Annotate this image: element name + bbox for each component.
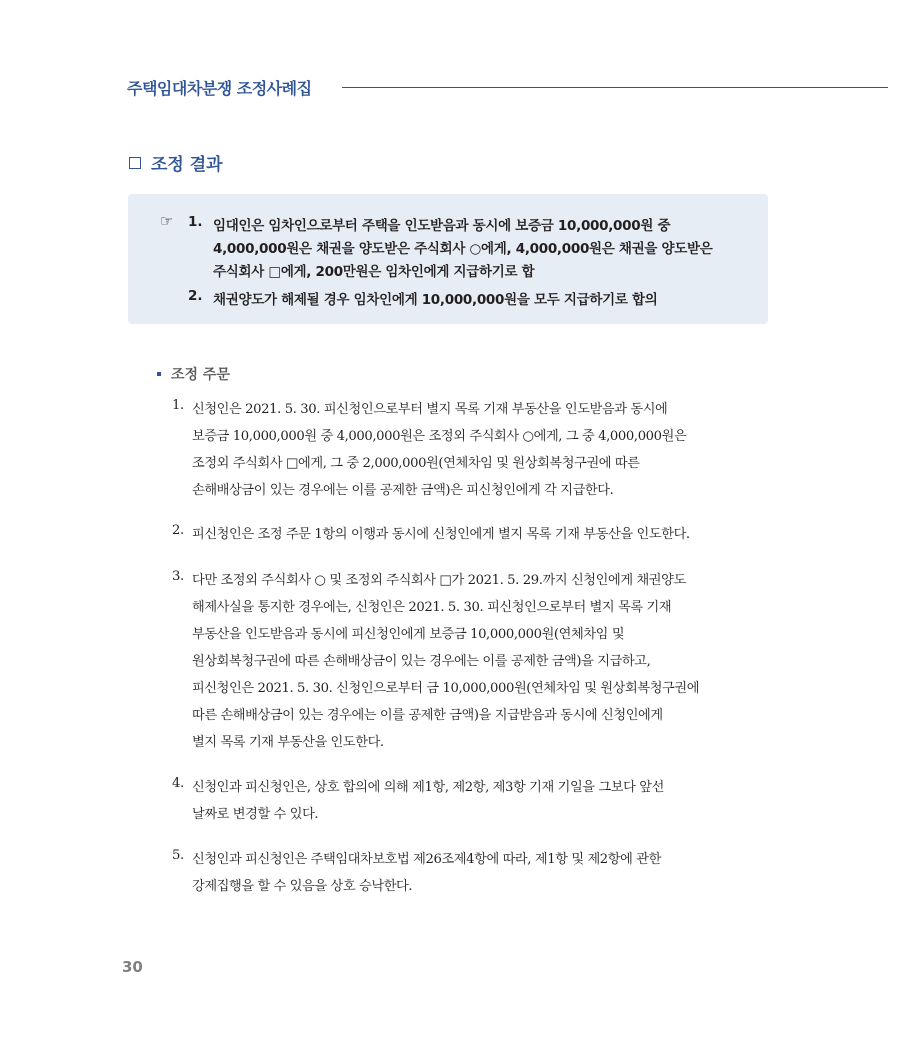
order-item-line: 신청인은 2021. 5. 30. 피신청인으로부터 별지 목록 기재 부동산을 인도받음과 동시에 (192, 402, 668, 417)
order-item-line: 다만 조정외 주식회사 ○ 및 조정외 주식회사 □가 2021. 5. 29.까지 신청인에게 채권양도 (192, 573, 686, 588)
order-item-number: 3. (172, 569, 184, 584)
order-item-line: 신청인과 피신청인은 주택임대차보호법 제26조제4항에 따라, 제1항 및 제2항에 관한 (192, 852, 661, 867)
order-item-line: 피신청인은 조정 주문 1항의 이행과 동시에 신청인에게 별지 목록 기재 부동산을 인도한다. (192, 527, 690, 542)
order-item-line: 신청인과 피신청인은, 상호 합의에 의해 제1항, 제2항, 제3항 기재 기일을 그보다 앞선 (192, 780, 664, 795)
result-item-number: 1. (188, 214, 203, 230)
result-item-number: 2. (188, 288, 203, 304)
order-item-line: 피신청인은 2021. 5. 30. 신청인으로부터 금 10,000,000원(연체차임 및 원상회복청구권에 (192, 681, 700, 696)
order-item-number: 4. (172, 776, 184, 791)
order-item-number: 5. (172, 848, 184, 863)
order-item-line: 조정외 주식회사 □에게, 그 중 2,000,000원(연체차임 및 원상회복청구권에 따른 (192, 456, 640, 471)
section-title (129, 150, 223, 175)
header-title: 주택임대차분쟁 조정사례집 (127, 79, 312, 98)
result-item-line: 임대인은 임차인으로부터 주택을 인도받음과 동시에 보증금 10,000,000원 중 (213, 218, 671, 234)
order-item-number: 1. (172, 398, 184, 413)
square-icon (129, 157, 141, 169)
order-title (157, 364, 230, 384)
order-item-line: 강제집행을 할 수 있음을 상호 승낙한다. (192, 879, 413, 894)
order-item-line: 보증금 10,000,000원 중 4,000,000원은 조정외 주식회사 ○에게, 그 중 4,000,000원은 (192, 429, 687, 444)
order-item-line: 원상회복청구권에 따른 손해배상금이 있는 경우에는 이를 공제한 금액)을 지급하고, (192, 654, 651, 669)
order-item-line: 손해배상금이 있는 경우에는 이를 공제한 금액)은 피신청인에게 각 지급한다. (192, 483, 614, 498)
result-item-line: 채권양도가 해제될 경우 임차인에게 10,000,000원을 모두 지급하기로 합의 (213, 292, 658, 308)
header-rule (342, 87, 888, 88)
bullet-icon (157, 372, 161, 376)
order-item-line: 따른 손해배상금이 있는 경우에는 이를 공제한 금액)을 지급받음과 동시에 신청인에게 (192, 708, 663, 723)
order-item-line: 날짜로 변경할 수 있다. (192, 807, 319, 822)
order-item-line: 부동산을 인도받음과 동시에 피신청인에게 보증금 10,000,000원(연체차임 및 (192, 627, 625, 642)
order-item-number: 2. (172, 523, 184, 538)
result-item-line: 4,000,000원은 채권을 양도받은 주식회사 ○에게, 4,000,000원은 채권을 양도받은 (213, 241, 713, 257)
section-title-text: 조정 결과 (151, 155, 223, 175)
order-title-text: 조정 주문 (171, 367, 230, 383)
order-item-line: 해제사실을 통지한 경우에는, 신청인은 2021. 5. 30. 피신청인으로부터 별지 목록 기재 (192, 600, 672, 615)
page-number: 30 (122, 958, 143, 976)
result-item-line: 주식회사 □에게, 200만원은 임차인에게 지급하기로 합 (213, 264, 535, 280)
order-item-line: 별지 목록 기재 부동산을 인도한다. (192, 735, 384, 750)
pointing-hand-icon: ☞ (160, 212, 174, 230)
